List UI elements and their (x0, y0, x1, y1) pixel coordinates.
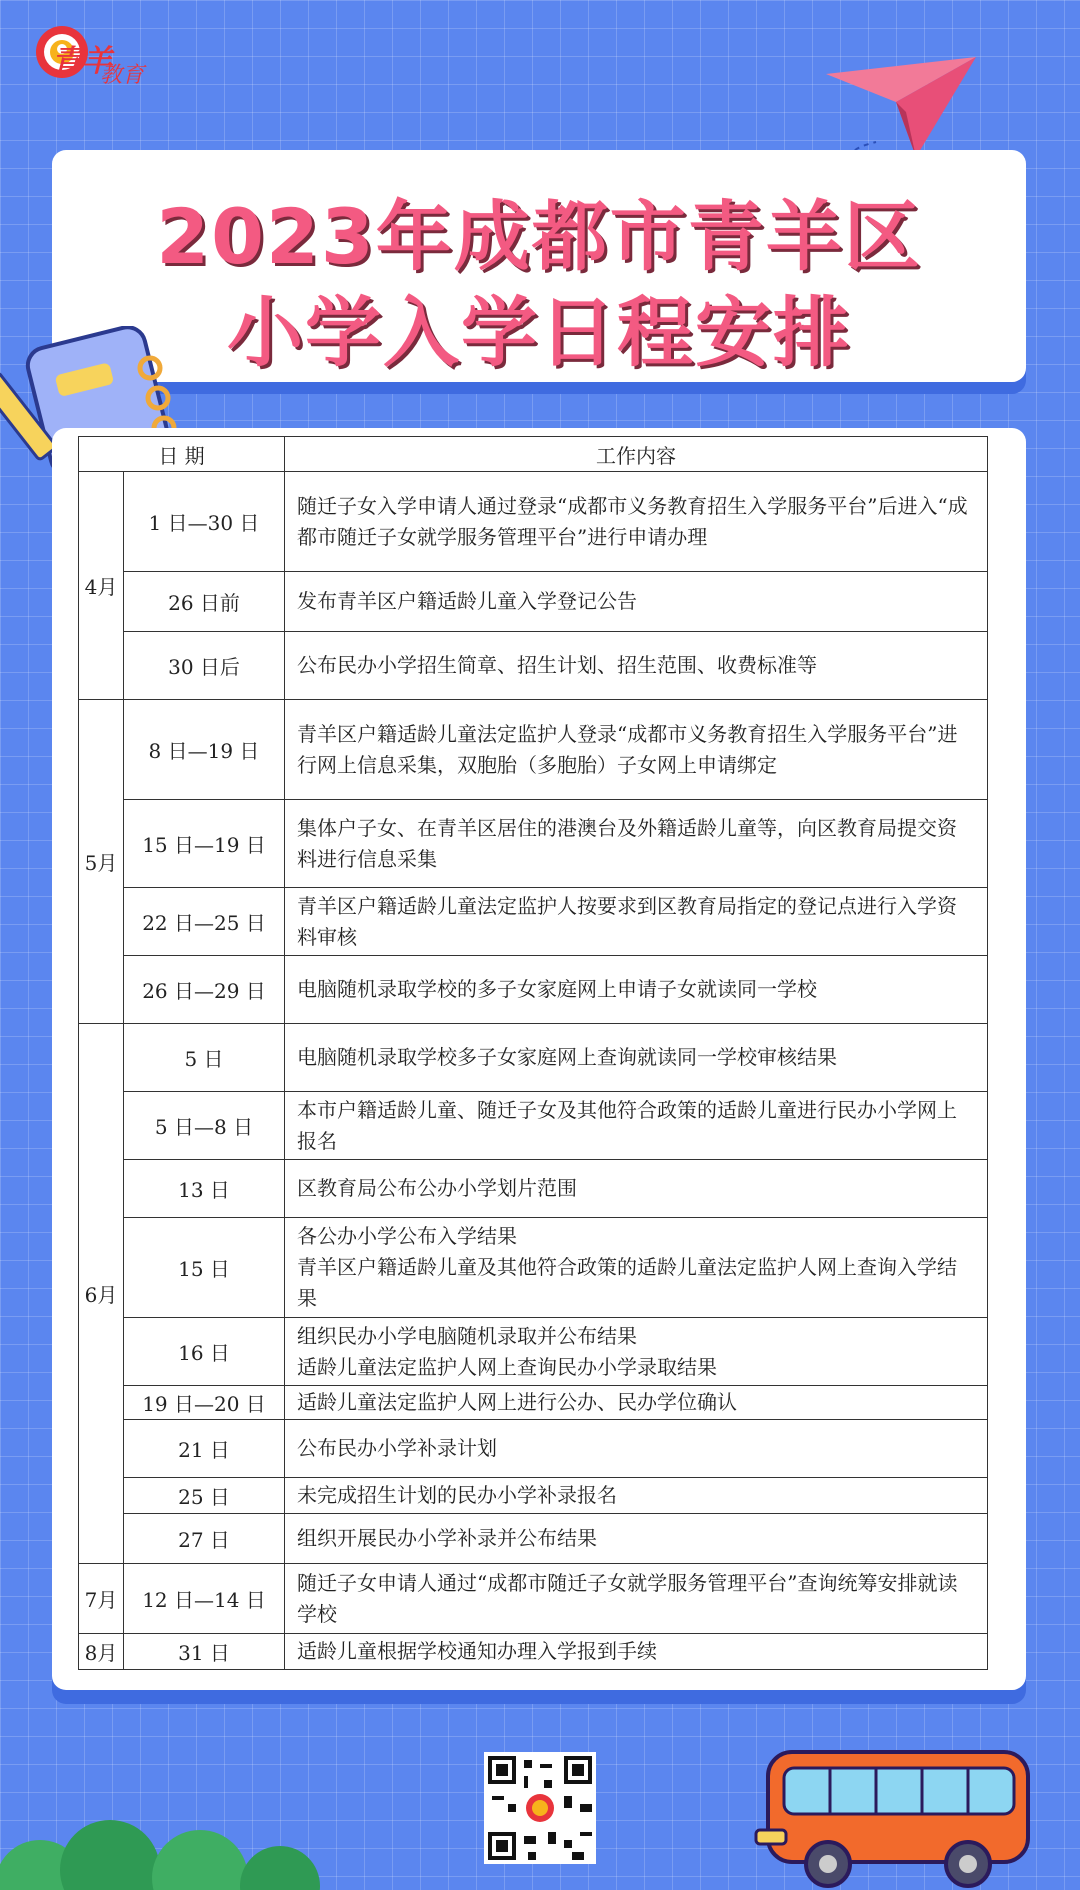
content-cell: 随迁子女申请人通过“成都市随迁子女就学服务管理平台”查询统筹安排就读学校 (285, 1564, 988, 1634)
paper-plane-icon (826, 52, 986, 162)
content-cell: 本市户籍适龄儿童、随迁子女及其他符合政策的适龄儿童进行民办小学网上报名 (285, 1092, 988, 1160)
content-cell: 区教育局公布公办小学划片范围 (285, 1160, 988, 1218)
qr-code (484, 1752, 596, 1864)
table-row (79, 800, 988, 888)
date-cell: 21 日 (124, 1420, 285, 1478)
title-card (52, 150, 1026, 382)
title-line-1: 2023年成都市青羊区 (156, 192, 922, 281)
table-row (79, 1024, 988, 1092)
content-cell: 发布青羊区户籍适龄儿童入学登记公告 (285, 572, 988, 632)
table-row (79, 472, 988, 572)
date-cell: 30 日后 (124, 632, 285, 700)
table-row (79, 1634, 988, 1670)
content-cell: 公布民办小学招生简章、招生计划、招生范围、收费标准等 (285, 632, 988, 700)
date-cell: 13 日 (124, 1160, 285, 1218)
table-row (79, 888, 988, 956)
content-cell: 随迁子女入学申请人通过登录“成都市义务教育招生入学服务平台”后进入“成都市随迁子女就学服务管理平台”进行申请办理 (285, 472, 988, 572)
brand-logo-text: 青羊 (52, 44, 112, 79)
table-row (79, 632, 988, 700)
date-cell: 22 日—25 日 (124, 888, 285, 956)
date-cell: 8 日—19 日 (124, 700, 285, 800)
table-row (79, 1092, 988, 1160)
brand-logo-text-2: 教育 (100, 63, 145, 88)
date-cell: 16 日 (124, 1318, 285, 1386)
table-row (79, 1160, 988, 1218)
table-row (79, 1478, 988, 1514)
content-cell: 集体户子女、在青羊区居住的港澳台及外籍适龄儿童等，向区教育局提交资料进行信息采集 (285, 800, 988, 888)
content-cell: 适龄儿童法定监护人网上进行公办、民办学位确认 (285, 1386, 988, 1420)
date-cell: 12 日—14 日 (124, 1564, 285, 1634)
content-cell: 青羊区户籍适龄儿童法定监护人登录“成都市义务教育招生入学服务平台”进行网上信息采集，双胞胎（多胞胎）子女网上申请绑定 (285, 700, 988, 800)
table-row (79, 1318, 988, 1386)
table-row (79, 1420, 988, 1478)
content-cell: 组织开展民办小学补录并公布结果 (285, 1514, 988, 1564)
content-cell: 各公办小学公布入学结果 青羊区户籍适龄儿童及其他符合政策的适龄儿童法定监护人网上查询入学结果 (285, 1218, 988, 1318)
table-row (79, 1564, 988, 1634)
date-cell: 26 日前 (124, 572, 285, 632)
header-content: 工作内容 (285, 437, 988, 472)
table-row (79, 1514, 988, 1564)
schedule-table (78, 436, 988, 1670)
date-cell: 1 日—30 日 (124, 472, 285, 572)
month-cell: 5月 (79, 700, 124, 1024)
table-row (79, 700, 988, 800)
content-cell: 电脑随机录取学校的多子女家庭网上申请子女就读同一学校 (285, 956, 988, 1024)
month-cell: 7月 (79, 1564, 124, 1634)
date-cell: 5 日 (124, 1024, 285, 1092)
content-cell: 组织民办小学电脑随机录取并公布结果 适龄儿童法定监护人网上查询民办小学录取结果 (285, 1318, 988, 1386)
header-date: 日 期 (79, 437, 285, 472)
table-row (79, 1218, 988, 1318)
date-cell: 19 日—20 日 (124, 1386, 285, 1420)
date-cell: 15 日—19 日 (124, 800, 285, 888)
month-cell: 6月 (79, 1024, 124, 1564)
date-cell: 26 日—29 日 (124, 956, 285, 1024)
date-cell: 27 日 (124, 1514, 285, 1564)
schedule-card (52, 428, 1026, 1690)
content-cell: 电脑随机录取学校多子女家庭网上查询就读同一学校审核结果 (285, 1024, 988, 1092)
table-row (79, 572, 988, 632)
content-cell: 适龄儿童根据学校通知办理入学报到手续 (285, 1634, 988, 1670)
date-cell: 25 日 (124, 1478, 285, 1514)
table-row (79, 956, 988, 1024)
content-cell: 青羊区户籍适龄儿童法定监护人按要求到区教育局指定的登记点进行入学资料审核 (285, 888, 988, 956)
content-cell: 未完成招生计划的民办小学补录报名 (285, 1478, 988, 1514)
month-cell: 8月 (79, 1634, 124, 1670)
title-line-2: 小学入学日程安排 (227, 288, 851, 377)
bushes-decoration (0, 1790, 360, 1890)
table-row (79, 1386, 988, 1420)
school-bus-icon (748, 1732, 1038, 1890)
date-cell: 5 日—8 日 (124, 1092, 285, 1160)
schedule-body (79, 472, 988, 1670)
date-cell: 15 日 (124, 1218, 285, 1318)
content-cell: 公布民办小学补录计划 (285, 1420, 988, 1478)
date-cell: 31 日 (124, 1634, 285, 1670)
month-cell: 4月 (79, 472, 124, 700)
